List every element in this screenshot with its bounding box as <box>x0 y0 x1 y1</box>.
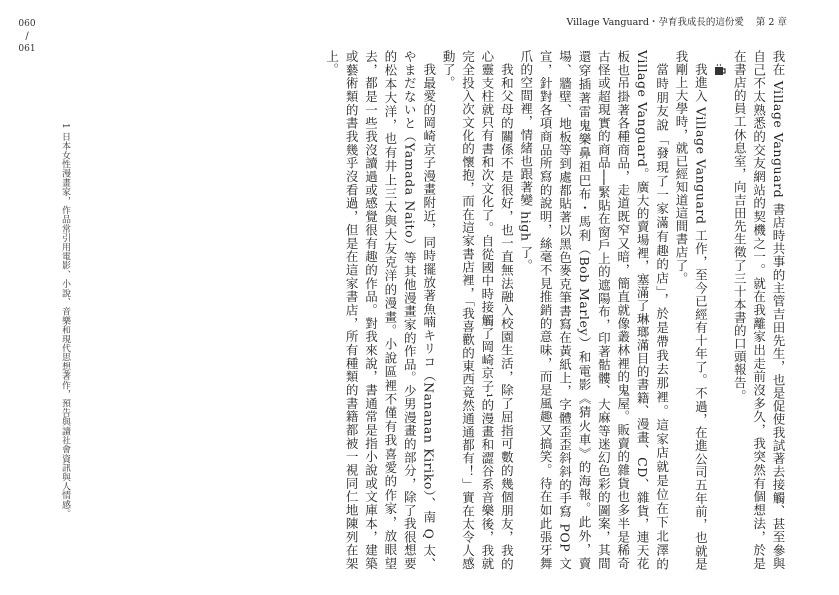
page-number-left: 060 <box>18 19 36 29</box>
paragraph-1: 我在 Village Vanguard 書店時共事的主管吉田先生，也是促使我試著去接觸、甚至參與自己不太熟悉的交友網站的契機之一。就在我離家出走前沒多久，我突然有個想法，於是在書店的員工休息室，向吉田先生徵了三十本書的口頭報告。 <box>732 50 786 570</box>
paragraph-3: 當時朋友說「發現了一家滿有趣的店」，於是帶我去那裡。這家店就是位在下北澤的 Village Vanguard。廣大的賣場裡，塞滿了琳瑯滿目的書籍、漫畫、CD、雜貨，連天花板也吊掛著各種商品，走道既窄又暗，簡直就像叢林裡的鬼屋。販賣的雜貨也多半是稀奇古怪或超現實的商品──緊貼在窗戶上的遮陽布，印著骷髏、大麻等迷幻色彩的圖案，其間還穿插著雷鬼樂鼻祖巴布・馬利（Bob Marley）和電影《猜火車》的海報。此外，賣場、牆壁、地板等到處都貼著以黑色麥克筆書寫在黃紙上，字體歪歪斜斜的手寫 POP 文宣，針對各項商品所寫的說明，絲毫不見推銷的意味，而是風趣又搞笑。待在如此張牙舞爪的空間裡，情緒也跟著變 high 了。 <box>518 50 670 570</box>
paragraph-2: 我進入 Village Vanguard 工作，至今已經有十年了。不過，在進公司五年前，也就是我剛上大學時，就已經知道這間書店了。 <box>673 50 709 570</box>
header-chapter: 第 2 章 <box>755 17 787 28</box>
coffee-cup-icon <box>713 63 727 77</box>
page-number <box>14 18 40 56</box>
section-ornament <box>710 50 729 570</box>
main-text <box>150 50 788 570</box>
paragraph-4: 我和父母的關係不是很好，也一直無法融入校園生活，除了屈指可數的幾個朋友，我的心靈支柱就只有書和次文化了。自從國中時接觸了岡崎京子¹的漫畫和澀谷系音樂後，我就完全投入次文化的懷抱，而在這家書店裡，「我喜歡的東西竟然通通都有！」實在太令人感動了。 <box>441 50 515 570</box>
page-number-right: 061 <box>18 44 36 54</box>
running-header <box>566 14 787 28</box>
paragraph-5: 我最愛的岡崎京子漫畫附近，同時擺放著魚喃キリコ（Nananan Kiriko）、南 Q 太、やまだないと（Yamada Naito）等其他漫畫家的作品。少男漫畫的部分，除了我很想要的松本大洋，也有井上三太與大友克洋的漫畫。小說區裡不僅有我喜愛的作家，放眼望去，都是一些我沒讀過或感覺很有趣的作品。對我來說，書通常是指小說或文庫本，建築或藝術類的書我幾乎沒看過，但是在這家書店，所有種類的書籍都被一視同仁地陳列在架上。 <box>324 50 437 570</box>
footnote: 1 日本女性漫畫家，作品常引用電影、小說、音樂和現代思想著作，預告與讀社會資訊與人情感。 <box>60 123 70 519</box>
header-title: Village Vanguard・孕育我成長的這份愛 <box>566 17 744 28</box>
page-number-slash: / <box>25 31 29 42</box>
